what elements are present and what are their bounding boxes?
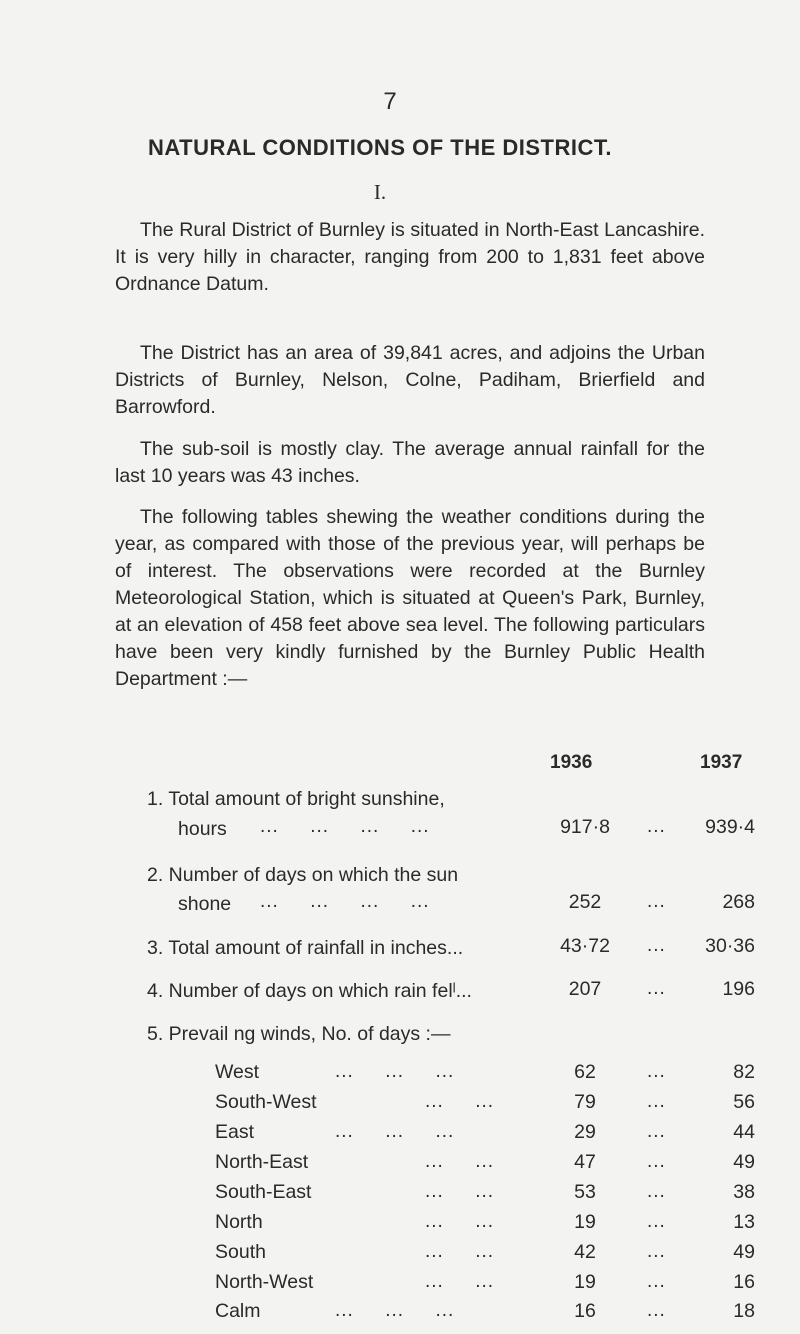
page-title: NATURAL CONDITIONS OF THE DISTRICT.	[147, 135, 612, 160]
leader-dots: ... ... ...	[335, 1061, 455, 1082]
leader-dots: ...	[647, 891, 666, 912]
paragraph-area: The District has an area of 39,841 acres, and adjoins the Urban Districts of Burnley, Nelson, Colne, Padiham, Brierfield and Barrowford.	[115, 342, 705, 418]
leader-dots: ...	[647, 1241, 666, 1262]
value-1936: 53	[574, 1181, 596, 1203]
value-1936: 207	[568, 978, 602, 1000]
leader-dots: ...	[647, 1300, 666, 1321]
value-1937: 939·4	[705, 816, 755, 838]
value-1936: 43·72	[560, 935, 610, 957]
wind-direction: South	[215, 1241, 266, 1263]
value-1936: 19	[574, 1271, 596, 1293]
leader-dots: ...	[647, 1151, 666, 1172]
leader-dots: ...	[647, 1091, 666, 1112]
leader-dots: ...	[647, 1061, 666, 1082]
leader-dots: ...	[647, 1271, 666, 1292]
leader-dots: ... ... ... ...	[260, 816, 430, 837]
value-1937: 268	[722, 891, 755, 913]
wind-direction: South-West	[215, 1091, 317, 1113]
row-label-cont: shone	[178, 893, 232, 915]
value-1937: 44	[733, 1121, 755, 1143]
paragraph-weather-intro: The following tables shewing the weather conditions during the year, as compared with those of the previous year, will perhaps be of interest. The observations were recorded at the Burnley Meteorological Station, which is situated at Queen's Park, Burnley, at an elevation of 458 feet above sea level. The following particulars have been very kindly furnished by the Burnley Public Health Department :—	[115, 506, 705, 690]
value-1936: 79	[574, 1091, 596, 1113]
value-1937: 30·36	[705, 935, 755, 957]
value-1937: 49	[733, 1241, 755, 1263]
leader-dots: ... ... ...	[335, 1121, 455, 1142]
leader-dots: ...	[647, 935, 666, 956]
wind-direction: North	[215, 1211, 263, 1233]
wind-direction: West	[215, 1061, 260, 1083]
leader-dots: ... ...	[425, 1211, 495, 1232]
value-1937: 18	[733, 1300, 755, 1322]
leader-dots: ... ...	[425, 1271, 495, 1292]
table-row-winds-heading: 5. Prevail ng winds, No. of days :—	[147, 1023, 451, 1045]
leader-dots: ...	[647, 1181, 666, 1202]
section-number: I.	[373, 180, 387, 204]
row-label-cont: hours	[178, 818, 227, 840]
value-1936: 42	[574, 1241, 596, 1263]
value-1936: 19	[574, 1211, 596, 1233]
leader-dots: ... ...	[425, 1241, 495, 1262]
value-1936: 252	[568, 891, 602, 913]
wind-direction: East	[215, 1121, 255, 1143]
value-1937: 49	[733, 1151, 755, 1173]
leader-dots: ...	[647, 1211, 666, 1232]
leader-dots: ... ... ...	[335, 1300, 455, 1321]
value-1936: 29	[574, 1121, 596, 1143]
value-1936: 62	[574, 1061, 596, 1083]
value-1937: 196	[722, 978, 755, 1000]
leader-dots: ...	[647, 978, 666, 999]
wind-direction: Calm	[215, 1300, 261, 1322]
leader-dots: ... ...	[425, 1181, 495, 1202]
value-1937: 38	[733, 1181, 755, 1203]
paragraph-location: The Rural District of Burnley is situated in North-East Lancashire. It is very hilly in character, ranging from 200 to 1,831 feet above Ordnance Datum.	[115, 219, 705, 295]
row-label: 3. Total amount of rainfall in inches...	[147, 937, 464, 959]
column-header-1936: 1936	[550, 752, 593, 773]
column-header-1937: 1937	[700, 752, 743, 773]
value-1936: 16	[574, 1300, 596, 1322]
wind-direction: North-West	[215, 1271, 314, 1293]
value-1937: 82	[733, 1061, 755, 1083]
value-1937: 16	[733, 1271, 755, 1293]
leader-dots: ... ... ... ...	[260, 891, 430, 912]
paragraph-subsoil: The sub-soil is mostly clay. The average annual rainfall for the last 10 years was 43 inches.	[115, 438, 705, 487]
value-1937: 13	[733, 1211, 755, 1233]
row-label: 2. Number of days on which the sun	[147, 864, 459, 886]
value-1937: 56	[733, 1091, 755, 1113]
wind-direction: South-East	[215, 1181, 312, 1203]
row-label: 1. Total amount of bright sunshine,	[147, 788, 445, 810]
leader-dots: ... ...	[425, 1151, 495, 1172]
leader-dots: ...	[647, 1121, 666, 1142]
page-number: 7	[383, 88, 397, 115]
wind-direction: North-East	[215, 1151, 309, 1173]
row-label: 4. Number of days on which rain felˡ...	[147, 980, 472, 1002]
leader-dots: ... ...	[425, 1091, 495, 1112]
leader-dots: ...	[647, 816, 666, 837]
value-1936: 917·8	[560, 816, 610, 838]
value-1936: 47	[574, 1151, 596, 1173]
